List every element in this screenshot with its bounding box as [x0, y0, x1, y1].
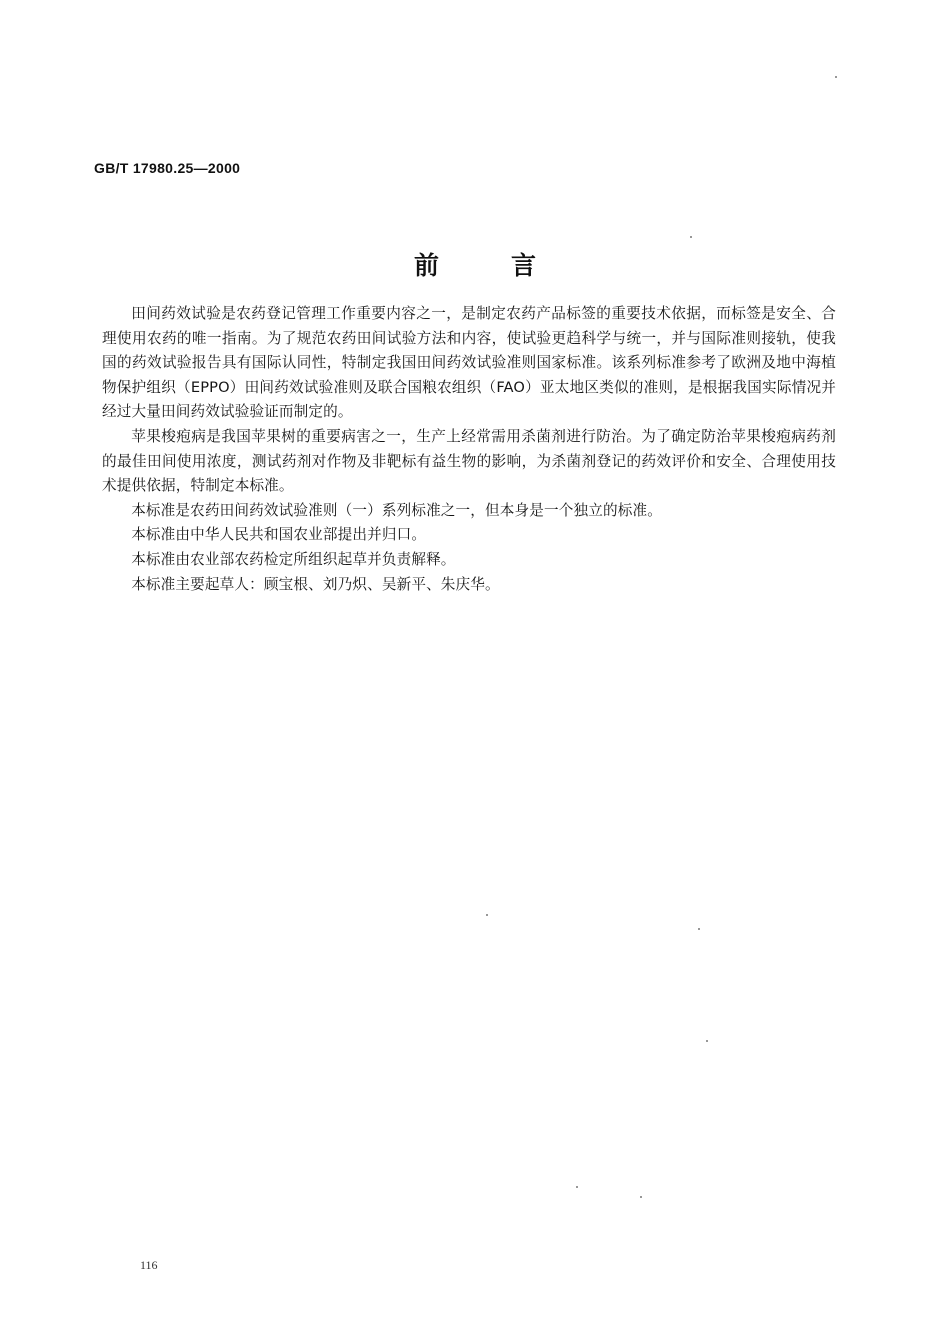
- scan-speck: [835, 76, 837, 78]
- paragraph-disease: 苹果梭疱病是我国苹果树的重要病害之一，生产上经常需用杀菌剂进行防治。为了确定防治苹果梭疱病药剂的最佳田间使用浓度，测试药剂对作物及非靶标有益生物的影响，为杀菌剂登记的药效评价和安全、合理使用技术提供依据，特制定本标准。: [102, 427, 836, 495]
- paragraph-drafter-org: 本标准由农业部农药检定所组织起草并负责解释。: [131, 550, 456, 568]
- standard-code: GB/T 17980.25—2000: [94, 160, 241, 176]
- scan-speck: [690, 236, 692, 238]
- scan-speck: [640, 1196, 642, 1198]
- scan-speck: [576, 1186, 578, 1188]
- scan-speck: [486, 914, 488, 916]
- page-number: 116: [140, 1258, 158, 1272]
- paragraph-purpose: 田间药效试验是农药登记管理工作重要内容之一，是制定农药产品标签的重要技术依据，而标签是安全、合理使用农药的唯一指南。为了规范农药田间试验方法和内容，使试验更趋科学与统一，并与国际准则接轨，使我国的药效试验报告具有国际认同性，特制定我国田间药效试验准则国家标准。该系列标准参考了欧洲及地中海植物保护组织（EPPO）田间药效试验准则及联合国粮农组织（FAO）亚太地区类似的准则，是根据我国实际情况并经过大量田间药效试验验证而制定的。: [102, 305, 836, 421]
- paragraph-drafters: 本标准主要起草人：顾宝根、刘乃炽、吴新平、朱庆华。: [131, 575, 500, 593]
- scan-speck: [706, 1040, 708, 1042]
- foreword-body: [102, 302, 836, 597]
- title-char-2: 言: [511, 251, 537, 280]
- paragraph-proposer: 本标准由中华人民共和国农业部提出并归口。: [131, 526, 427, 544]
- title-char-1: 前: [413, 251, 439, 280]
- scan-speck: [698, 928, 700, 930]
- page-title: [0, 248, 950, 284]
- paragraph-series: 本标准是农药田间药效试验准则（一）系列标准之一，但本身是一个独立的标准。: [131, 501, 662, 519]
